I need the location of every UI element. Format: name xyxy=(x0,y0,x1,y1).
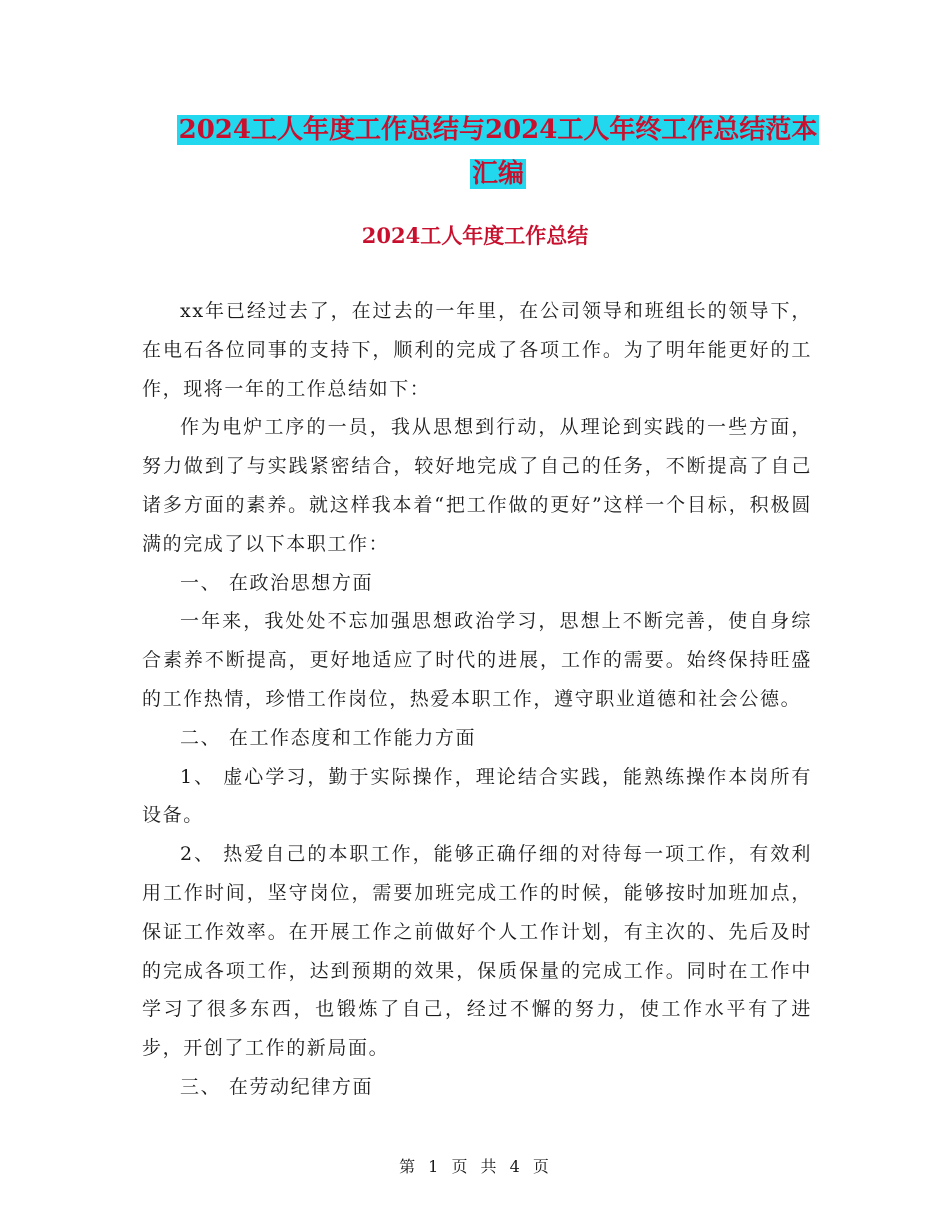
paragraph-intro: xx年已经过去了，在过去的一年里，在公司领导和班组长的领导下，在电石各位同事的支持下，顺利的完成了各项工作。为了明年能更好的工作，现将一年的工作总结如下： xyxy=(142,300,812,400)
paragraph-role: 作为电炉工序的一员，我从思想到行动，从理论到实践的一些方面，努力做到了与实践紧密结合，较好地完成了自己的任务，不断提高了自己诸多方面的素养。就这样我本着“把工作做的更好”这样一个目标，积极圆满的完成了以下本职工作： xyxy=(142,416,812,555)
paragraph-item-2: 2、 热爱自己的本职工作，能够正确仔细的对待每一项工作，有效利用工作时间，坚守岗位，需要加班完成工作的时候，能够按时加班加点，保证工作效率。在开展工作之前做好个人工作计划，有主次的、先后及时的完成各项工作，达到预期的效果，保质保量的完成工作。同时在工作中学习了很多东西，也锻炼了自己，经过不懈的努力，使工作水平有了进步，开创了工作的新局面。 xyxy=(142,843,812,1060)
document-title-highlight-2: 汇编 xyxy=(471,159,524,189)
document-body xyxy=(142,292,812,1107)
document-title-line-1 xyxy=(140,108,856,152)
heading-discipline: 三、 在劳动纪律方面 xyxy=(180,1075,374,1098)
page-footer: 第 1 页 共 4 页 xyxy=(399,1157,551,1176)
document-title-highlight-1: 2024工人年度工作总结与2024工人年终工作总结范本 xyxy=(178,115,818,145)
heading-political: 一、 在政治思想方面 xyxy=(180,571,374,594)
paragraph-item-1: 1、 虚心学习，勤于实际操作，理论结合实践，能熟练操作本岗所有设备。 xyxy=(142,765,812,827)
heading-attitude: 二、 在工作态度和工作能力方面 xyxy=(180,726,477,749)
paragraph-political: 一年来，我处处不忘加强思想政治学习，思想上不断完善，使自身综合素养不断提高，更好地适应了时代的进展，工作的需要。始终保持旺盛的工作热情，珍惜工作岗位，热爱本职工作，遵守职业道德和社会公德。 xyxy=(142,610,812,710)
section-title: 2024工人年度工作总结 xyxy=(361,223,589,248)
document-title-line-2 xyxy=(140,152,856,196)
